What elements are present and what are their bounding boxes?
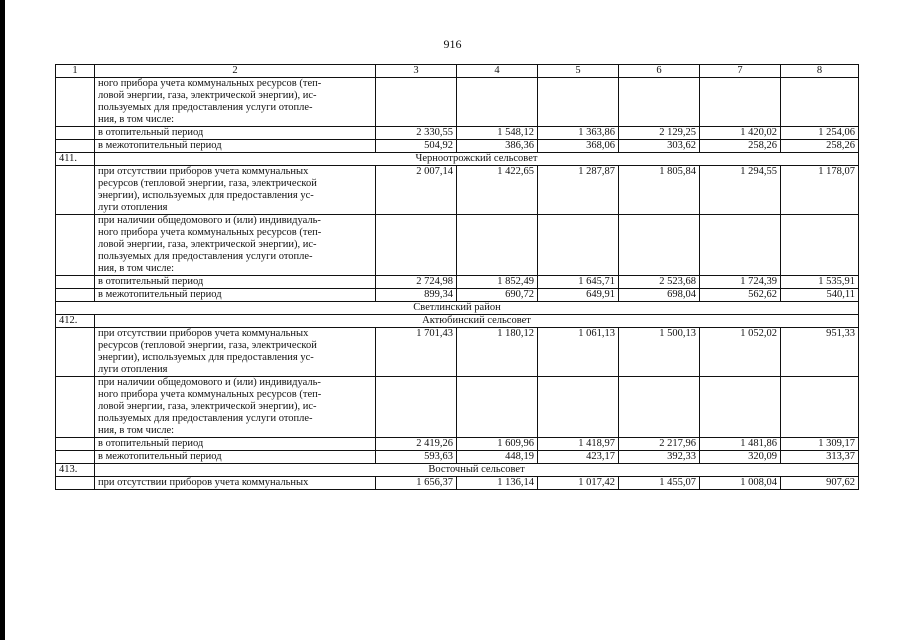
value-cell [376, 215, 457, 276]
table-body [56, 65, 859, 490]
value-cell: 1 609,96 [457, 438, 538, 451]
table-row [56, 276, 859, 289]
header-row [56, 65, 859, 78]
value-cell: 562,62 [700, 289, 781, 302]
value-cell: 1 418,97 [538, 438, 619, 451]
column-header: 8 [781, 65, 859, 78]
description-line: ресурсов (тепловой энергии, газа, электрической [98, 178, 317, 189]
description-line: в отопительный период [98, 438, 204, 449]
page-edge-bar [0, 0, 5, 640]
table-row [56, 153, 859, 166]
value-cell [700, 215, 781, 276]
description-line: ния, в том числе: [98, 263, 175, 274]
value-cell: 258,26 [781, 140, 859, 153]
value-cell: 313,37 [781, 451, 859, 464]
value-cell [538, 78, 619, 127]
page-number: 916 [443, 37, 462, 51]
value-cell: 303,62 [619, 140, 700, 153]
table-row [56, 438, 859, 451]
row-number [56, 166, 95, 215]
row-number [56, 127, 95, 140]
table-row [56, 377, 859, 438]
description-line: ния, в том числе: [98, 425, 175, 436]
table-row [56, 464, 859, 477]
value-cell: 392,33 [619, 451, 700, 464]
value-cell: 1 294,55 [700, 166, 781, 215]
value-cell: 1 052,02 [700, 328, 781, 377]
value-cell: 1 017,42 [538, 477, 619, 490]
description-line: при отсутствии приборов учета коммунальных [98, 477, 309, 488]
column-header: 3 [376, 65, 457, 78]
value-cell: 593,63 [376, 451, 457, 464]
row-number [56, 438, 95, 451]
value-cell [457, 215, 538, 276]
row-number [56, 78, 95, 127]
section-title: Восточный сельсовет [95, 464, 859, 477]
description-line: в межотопительный период [98, 451, 222, 462]
description-line: пользуемых для предоставления услуги отопле- [98, 413, 313, 424]
description-line: в отопительный период [98, 127, 204, 138]
value-cell [781, 377, 859, 438]
row-description [95, 377, 376, 438]
value-cell: 540,11 [781, 289, 859, 302]
value-cell: 1 420,02 [700, 127, 781, 140]
row-description [95, 289, 376, 302]
value-cell: 2 523,68 [619, 276, 700, 289]
row-number [56, 140, 95, 153]
value-cell: 907,62 [781, 477, 859, 490]
value-cell: 1 061,13 [538, 328, 619, 377]
value-cell: 1 701,43 [376, 328, 457, 377]
table-row [56, 78, 859, 127]
description-line: ного прибора учета коммунальных ресурсов (теп- [98, 78, 322, 89]
row-number [56, 451, 95, 464]
description-line: в отопительный период [98, 276, 204, 287]
description-line: ловой энергии, газа, электрической энергии), ис- [98, 90, 317, 101]
value-cell: 690,72 [457, 289, 538, 302]
description-line: пользуемых для предоставления услуги отопле- [98, 251, 313, 262]
section-number: 411. [56, 153, 95, 166]
description-line: в межотопительный период [98, 289, 222, 300]
table-row [56, 451, 859, 464]
description-line: при отсутствии приборов учета коммунальных [98, 328, 309, 339]
description-line: ного прибора учета коммунальных ресурсов (теп- [98, 389, 322, 400]
column-header: 5 [538, 65, 619, 78]
value-cell [619, 215, 700, 276]
section-number: 413. [56, 464, 95, 477]
value-cell [376, 377, 457, 438]
value-cell: 2 217,96 [619, 438, 700, 451]
value-cell: 368,06 [538, 140, 619, 153]
value-cell: 899,34 [376, 289, 457, 302]
column-header: 4 [457, 65, 538, 78]
value-cell [619, 78, 700, 127]
row-description [95, 127, 376, 140]
value-cell: 1 805,84 [619, 166, 700, 215]
table-row [56, 328, 859, 377]
value-cell: 698,04 [619, 289, 700, 302]
value-cell [457, 377, 538, 438]
description-line: энергии), используемых для предоставления ус- [98, 190, 314, 201]
value-cell: 2 007,14 [376, 166, 457, 215]
row-number [56, 377, 95, 438]
row-description [95, 438, 376, 451]
value-cell [619, 377, 700, 438]
description-line: луги отопления [98, 202, 168, 213]
district-heading: Светлинский район [56, 302, 859, 315]
column-header: 2 [95, 65, 376, 78]
section-title: Черноотрожский сельсовет [95, 153, 859, 166]
value-cell [781, 78, 859, 127]
value-cell: 258,26 [700, 140, 781, 153]
section-number: 412. [56, 315, 95, 328]
value-cell: 1 455,07 [619, 477, 700, 490]
description-line: ного прибора учета коммунальных ресурсов (теп- [98, 227, 322, 238]
description-line: при наличии общедомового и (или) индивидуаль- [98, 377, 321, 388]
description-line: ловой энергии, газа, электрической энергии), ис- [98, 239, 317, 250]
value-cell [457, 78, 538, 127]
description-line: в межотопительный период [98, 140, 222, 151]
value-cell: 1 254,06 [781, 127, 859, 140]
row-description [95, 451, 376, 464]
value-cell [538, 215, 619, 276]
table-row [56, 477, 859, 490]
value-cell: 1 422,65 [457, 166, 538, 215]
value-cell: 2 129,25 [619, 127, 700, 140]
value-cell [781, 215, 859, 276]
description-line: энергии), используемых для предоставления ус- [98, 352, 314, 363]
value-cell: 386,36 [457, 140, 538, 153]
row-description [95, 215, 376, 276]
value-cell [376, 78, 457, 127]
value-cell: 1 363,86 [538, 127, 619, 140]
value-cell [700, 78, 781, 127]
row-description [95, 276, 376, 289]
description-line: ловой энергии, газа, электрической энергии), ис- [98, 401, 317, 412]
value-cell: 1 724,39 [700, 276, 781, 289]
value-cell: 1 500,13 [619, 328, 700, 377]
value-cell: 1 645,71 [538, 276, 619, 289]
row-description [95, 328, 376, 377]
value-cell: 320,09 [700, 451, 781, 464]
table-row [56, 140, 859, 153]
value-cell: 1 535,91 [781, 276, 859, 289]
value-cell: 423,17 [538, 451, 619, 464]
value-cell: 1 008,04 [700, 477, 781, 490]
value-cell: 1 656,37 [376, 477, 457, 490]
row-description [95, 477, 376, 490]
value-cell: 1 548,12 [457, 127, 538, 140]
value-cell: 1 178,07 [781, 166, 859, 215]
row-description [95, 140, 376, 153]
value-cell: 1 136,14 [457, 477, 538, 490]
row-number [56, 215, 95, 276]
tariff-table [55, 64, 859, 490]
description-line: при отсутствии приборов учета коммунальных [98, 166, 309, 177]
column-header: 6 [619, 65, 700, 78]
row-number [56, 328, 95, 377]
table-row [56, 215, 859, 276]
row-description [95, 78, 376, 127]
value-cell: 504,92 [376, 140, 457, 153]
row-description [95, 166, 376, 215]
table-row [56, 289, 859, 302]
value-cell: 1 309,17 [781, 438, 859, 451]
description-line: ния, в том числе: [98, 114, 175, 125]
value-cell [538, 377, 619, 438]
value-cell: 2 330,55 [376, 127, 457, 140]
row-number [56, 276, 95, 289]
value-cell: 2 419,26 [376, 438, 457, 451]
value-cell: 2 724,98 [376, 276, 457, 289]
table-row [56, 302, 859, 315]
value-cell: 649,91 [538, 289, 619, 302]
description-line: пользуемых для предоставления услуги отопле- [98, 102, 313, 113]
section-title: Актюбинский сельсовет [95, 315, 859, 328]
value-cell: 951,33 [781, 328, 859, 377]
value-cell: 448,19 [457, 451, 538, 464]
description-line: луги отопления [98, 364, 168, 375]
value-cell: 1 481,86 [700, 438, 781, 451]
table-row [56, 166, 859, 215]
row-number [56, 289, 95, 302]
value-cell: 1 180,12 [457, 328, 538, 377]
description-line: ресурсов (тепловой энергии, газа, электрической [98, 340, 317, 351]
value-cell [700, 377, 781, 438]
description-line: при наличии общедомового и (или) индивидуаль- [98, 215, 321, 226]
value-cell: 1 287,87 [538, 166, 619, 215]
table-row [56, 127, 859, 140]
row-number [56, 477, 95, 490]
column-header: 1 [56, 65, 95, 78]
value-cell: 1 852,49 [457, 276, 538, 289]
column-header: 7 [700, 65, 781, 78]
table-row [56, 315, 859, 328]
